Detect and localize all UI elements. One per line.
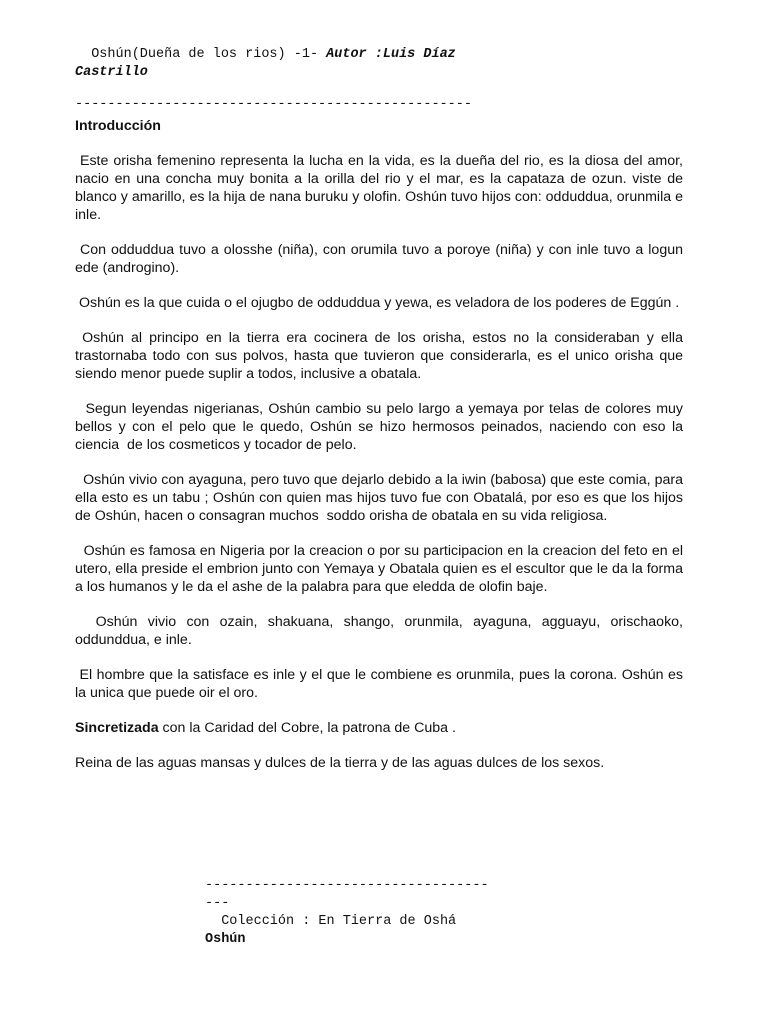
paragraph: Oshún vivio con ayaguna, pero tuvo que dejarlo debido a la iwin (babosa) que este comia, para ella esto es un tabu ; Oshún con quien mas hijos tuvo fue con Obatalá, por eso es que los hijos de Oshún, hacen o consagran muchos soddo orisha de obatala en su vida religiosa.	[75, 472, 687, 524]
section-heading: Introducción	[75, 118, 161, 134]
author-label: Autor :Luis Díaz	[326, 47, 456, 62]
paragraph: El hombre que la satisface es inle y el que le combiene es orunmila, pues la corona. Oshún es la unica que puede oir el oro.	[75, 667, 687, 701]
syncretism-text: con la Caridad del Cobre, la patrona de Cuba .	[158, 720, 456, 736]
closing-paragraph: Reina de las aguas mansas y dulces de la tierra y de las aguas dulces de los sexos.	[75, 755, 605, 771]
paragraph: Oshún es famosa en Nigeria por la creacion o por su participacion en la creacion del feto en el utero, ella preside el embrion junto con Yemaya y Obatala quien es el escultor que le da la forma a los humanos y le da el ashe de la palabra para que eledda de olofin baje.	[75, 543, 687, 595]
paragraph: Con odduddua tuvo a olosshe (niña), con orumila tuvo a poroye (niña) y con inle tuvo a logun ede (androgino).	[75, 242, 687, 276]
syncretism-label: Sincretizada	[75, 720, 159, 736]
syncretism-paragraph	[75, 719, 683, 737]
collection-line: Colección : En Tierra de Oshá	[205, 914, 457, 929]
body-text	[75, 152, 687, 789]
paragraph: Oshún al principo en la tierra era cocinera de los orisha, estos no la consideraban y ella trastornaba todo con sus polvos, hasta que tuvieron que considerarla, es el unico orisha que siendo menor puede suplir a todos, inclusive a obatala.	[75, 330, 687, 382]
header-divider: -------------------------------------------------	[75, 97, 472, 112]
paragraph: Oshún vivio con ozain, shakuana, shango, orunmila, ayaguna, agguayu, orischaoko, oddunddua, e inle.	[75, 614, 687, 648]
title-text: Oshún(Dueña de los rios) -1-	[75, 47, 327, 62]
collection-name: Oshún	[205, 932, 246, 947]
paragraph: Segun leyendas nigerianas, Oshún cambio su pelo largo a yemaya por telas de colores muy bellos y con el pelo que le quedo, Oshún se hizo hermosos peinados, naciendo con eso la ciencia de los cosmeticos y tocador de pelo.	[75, 401, 687, 453]
author-name-continued: Castrillo	[75, 65, 148, 80]
paragraph: Este orisha femenino representa la lucha en la vida, es la dueña del rio, es la diosa del amor, nacio en una concha muy bonita a la orilla del rio y el mar, es la capataza de ozun. viste de blanco y amarillo, es la hija de nana buruku y olofin. Oshún tuvo hijos con: odduddua, orunmila e inle.	[75, 153, 687, 223]
document-title	[75, 46, 456, 64]
footer-divider-continued: ---	[205, 896, 230, 911]
footer-divider: -----------------------------------	[205, 878, 489, 893]
paragraph: Oshún es la que cuida o el ojugbo de odduddua y yewa, es veladora de los poderes de Eggún .	[75, 295, 680, 311]
